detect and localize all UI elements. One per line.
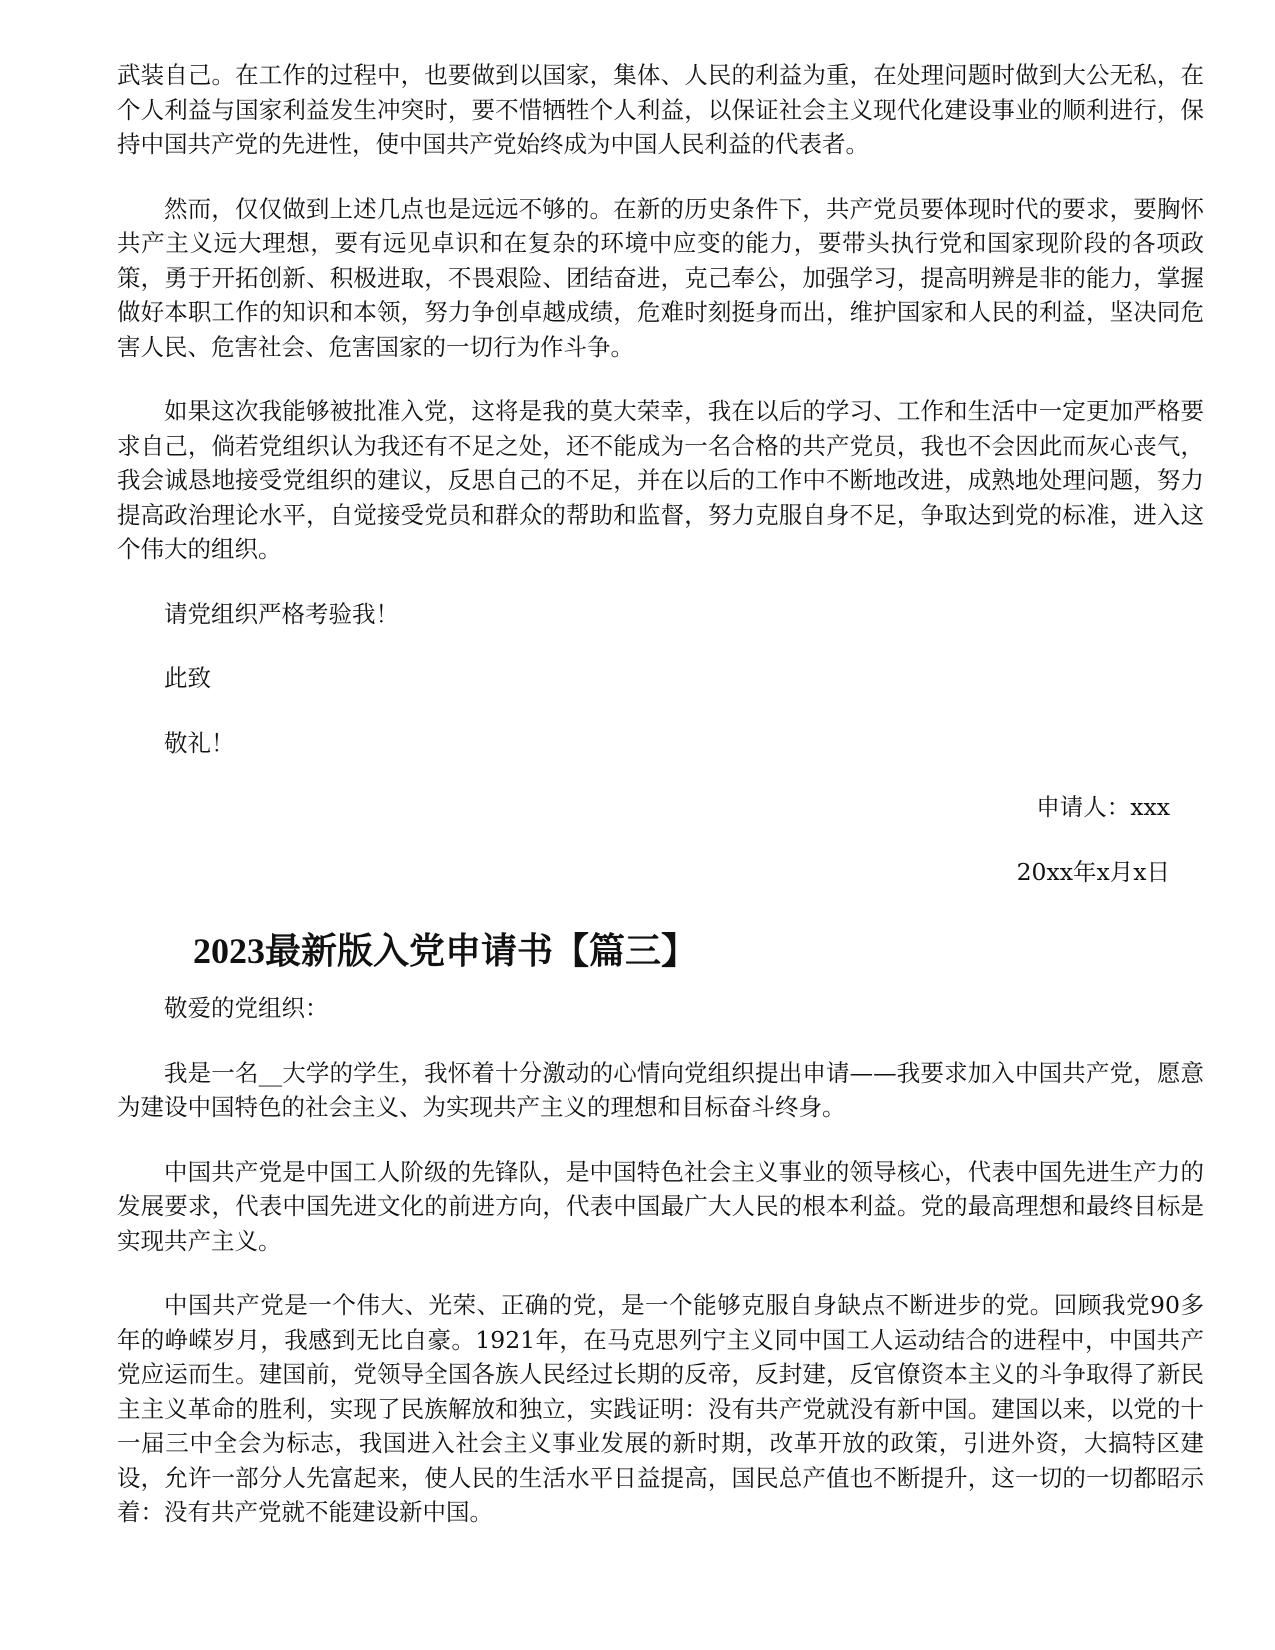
- section-paragraph-history: 中国共产党是一个伟大、光荣、正确的党，是一个能够克服自身缺点不断进步的党。回顾我党90多年的峥嵘岁月，我感到无比自豪。1921年，在马克思列宁主义同中国工人运动结合的进程中，中国共产党应运而生。建国前，党领导全国各族人民经过长期的反帝，反封建，反官僚资本主义的斗争取得了新民主主义革命的胜利，实现了民族解放和独立，实践证明：没有共产党就没有新中国。建国以来，以党的十一届三中全会为标志，我国进入社会主义事业发展的新时期，改革开放的政策，引进外资，大搞特区建设，允许一部分人先富起来，使人民的生活水平日益提高，国民总产值也不断提升，这一切的一切都昭示着：没有共产党就不能建设新中国。: [117, 1291, 1204, 1526]
- closing-line: 请党组织严格考验我！: [164, 599, 399, 628]
- section-title: 2023最新版入党申请书【篇三】: [193, 931, 698, 971]
- greeting-line: 敬爱的党组织：: [164, 994, 329, 1022]
- signature-line: 申请人：xxx: [1036, 793, 1170, 821]
- date-line: 20xx年x月x日: [1016, 857, 1170, 886]
- paragraph-requirements: 然而，仅仅做到上述几点也是远远不够的。在新的历史条件下，共产党员要体现时代的要求，要胸怀共产主义远大理想，要有远见卓识和在复杂的环境中应变的能力，要带头执行党和国家现阶段的各项政策，勇于开拓创新、积极进取，不畏艰险、团结奋进，克己奉公，加强学习，提高明辨是非的能力，掌握做好本职工作的知识和本领，努力争创卓越成绩，危难时刻挺身而出，维护国家和人民的利益，坚决同危害人民、危害社会、危害国家的一切行为作斗争。: [117, 194, 1204, 361]
- section-paragraph-party: 中国共产党是中国工人阶级的先锋队，是中国特色社会主义事业的领导核心，代表中国先进生产力的发展要求，代表中国先进文化的前进方向，代表中国最广大人民的根本利益。党的最高理想和最终目标是实现共产主义。: [117, 1157, 1204, 1255]
- salutation-jing-li: 敬礼！: [164, 728, 235, 757]
- salutation-ci-zhi: 此致: [164, 664, 211, 692]
- section-paragraph-intro: 我是一名__大学的学生，我怀着十分激动的心情向党组织提出申请——我要求加入中国共产党，愿意为建设中国特色的社会主义、为实现共产主义的理想和目标奋斗终身。: [117, 1058, 1204, 1121]
- paragraph-continuation: 武装自己。在工作的过程中，也要做到以国家，集体、人民的利益为重，在处理问题时做到大公无私，在个人利益与国家利益发生冲突时，要不惜牺牲个人利益，以保证社会主义现代化建设事业的顺利进行，保持中国共产党的先进性，使中国共产党始终成为中国人民利益的代表者。: [117, 61, 1204, 158]
- paragraph-commitment: 如果这次我能够被批准入党，这将是我的莫大荣幸，我在以后的学习、工作和生活中一定更加严格要求自己，倘若党组织认为我还有不足之处，还不能成为一名合格的共产党员，我也不会因此而灰心丧气，我会诚恳地接受党组织的建议，反思自己的不足，并在以后的工作中不断地改进，成熟地处理问题，努力提高政治理论水平，自觉接受党员和群众的帮助和监督，努力克服自身不足，争取达到党的标准，进入这个伟大的组织。: [117, 397, 1204, 563]
- document-body: [117, 58, 1204, 1530]
